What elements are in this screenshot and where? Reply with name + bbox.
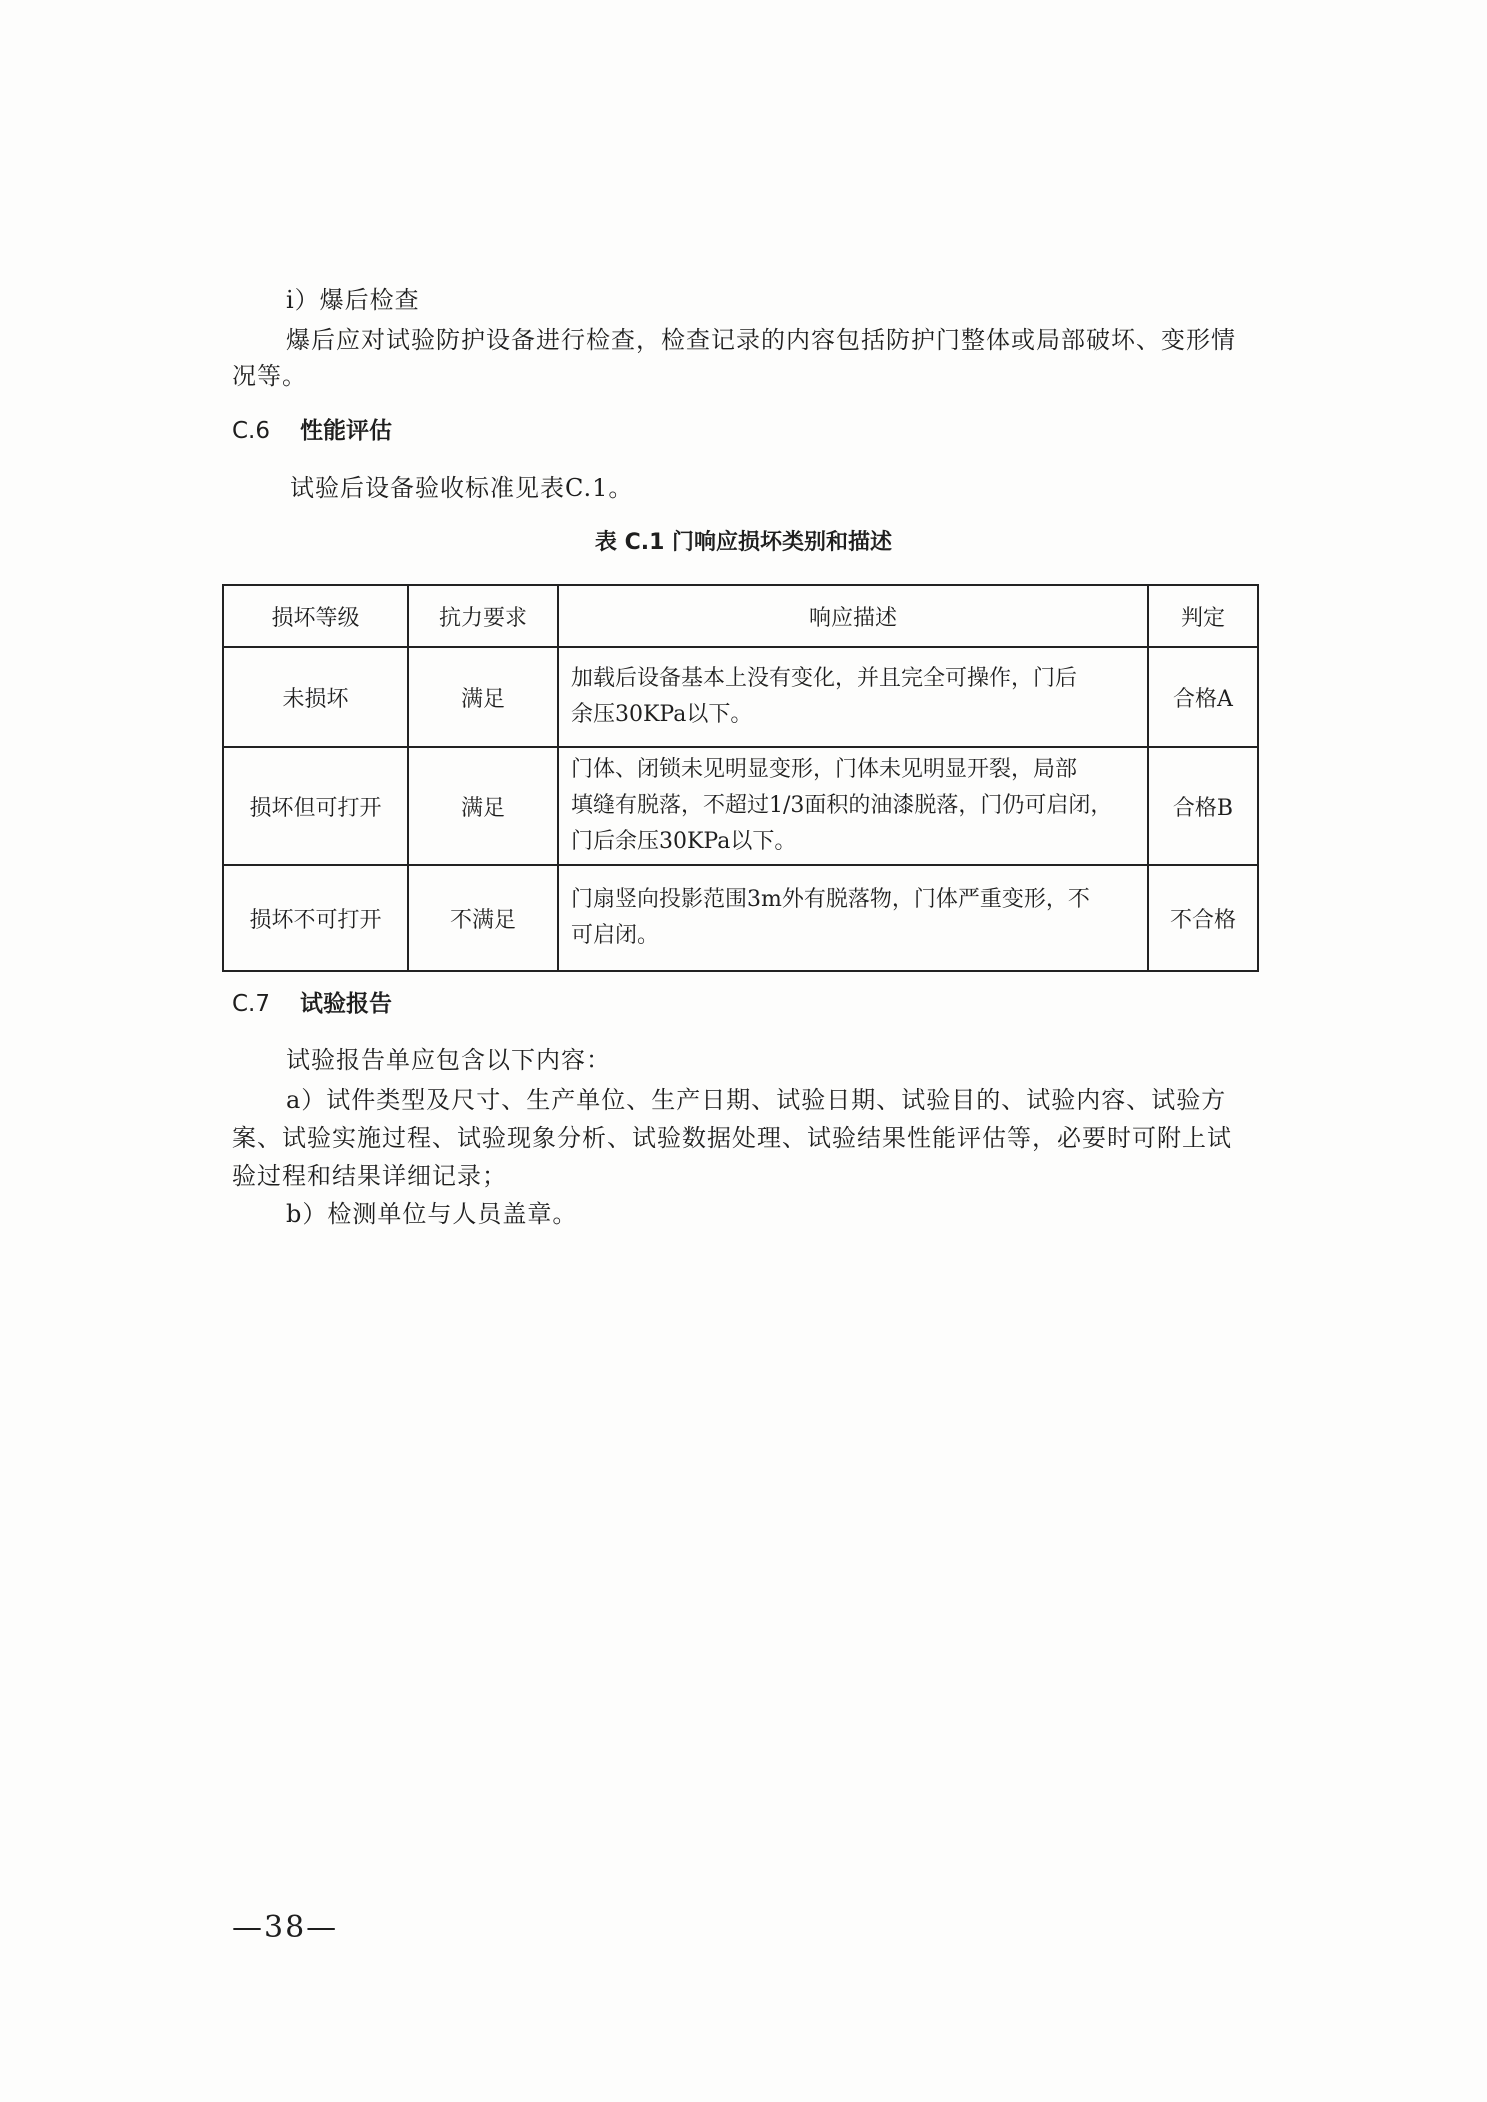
- description-line: 加载后设备基本上没有变化，并且完全可操作，门后: [571, 666, 1078, 691]
- table-row: [223, 865, 1258, 971]
- section-c6-number: C.6: [232, 418, 271, 444]
- page-number: —38—: [232, 1910, 339, 1945]
- section-c7-number: C.7: [232, 991, 271, 1017]
- description-line: 门后余压30KPa以下。: [571, 829, 797, 854]
- description-line: 门体、闭锁未见明显变形，门体未见明显开裂，局部: [571, 757, 1078, 782]
- blast-check-line-2: 况等。: [232, 362, 307, 390]
- section-c7-item-b: b）检测单位与人员盖章。: [286, 1200, 578, 1228]
- section-c7-item-a-line-3: 验过程和结果详细记录；: [232, 1162, 507, 1190]
- damage-category-table: [222, 584, 1259, 972]
- section-c7-item-a-line-1: a）试件类型及尺寸、生产单位、生产日期、试验日期、试验目的、试验内容、试验方: [286, 1086, 1227, 1114]
- cell-description: [558, 747, 1148, 865]
- cell-grade: 未损坏: [223, 647, 408, 747]
- section-c6-heading: [232, 414, 392, 448]
- cell-description: [558, 647, 1148, 747]
- cell-verdict: 不合格: [1148, 865, 1258, 971]
- cell-verdict: 合格B: [1148, 747, 1258, 865]
- header-requirement: 抗力要求: [408, 585, 558, 647]
- section-c7-item-a-line-2: 案、试验实施过程、试验现象分析、试验数据处理、试验结果性能评估等，必要时可附上试: [232, 1124, 1232, 1152]
- blast-check-heading: i）爆后检查: [286, 286, 420, 314]
- description-line: 余压30KPa以下。: [571, 702, 753, 727]
- cell-verdict: 合格A: [1148, 647, 1258, 747]
- blast-check-line-1: 爆后应对试验防护设备进行检查，检查记录的内容包括防护门整体或局部破坏、变形情: [286, 326, 1236, 354]
- header-description: 响应描述: [558, 585, 1148, 647]
- section-c6-title: 性能评估: [300, 418, 392, 444]
- cell-grade: 损坏但可打开: [223, 747, 408, 865]
- cell-grade: 损坏不可打开: [223, 865, 408, 971]
- cell-requirement: 满足: [408, 647, 558, 747]
- section-c7-intro: 试验报告单应包含以下内容：: [286, 1046, 611, 1074]
- section-c7-title: 试验报告: [300, 991, 392, 1017]
- cell-requirement: 满足: [408, 747, 558, 865]
- cell-description: [558, 865, 1148, 971]
- section-c6-text: 试验后设备验收标准见表C.1。: [290, 474, 634, 502]
- description-line: 填缝有脱落，不超过1/3面积的油漆脱落，门仍可启闭，: [571, 793, 1113, 818]
- section-c7-heading: [232, 987, 392, 1021]
- table-row: [223, 747, 1258, 865]
- header-verdict: 判定: [1148, 585, 1258, 647]
- header-grade: 损坏等级: [223, 585, 408, 647]
- cell-requirement: 不满足: [408, 865, 558, 971]
- table-row: [223, 647, 1258, 747]
- description-line: 门扇竖向投影范围3m外有脱落物，门体严重变形，不: [571, 887, 1090, 912]
- description-line: 可启闭。: [571, 923, 660, 948]
- table-caption: 表 C.1 门响应损坏类别和描述: [594, 530, 893, 555]
- table-header-row: [223, 585, 1258, 647]
